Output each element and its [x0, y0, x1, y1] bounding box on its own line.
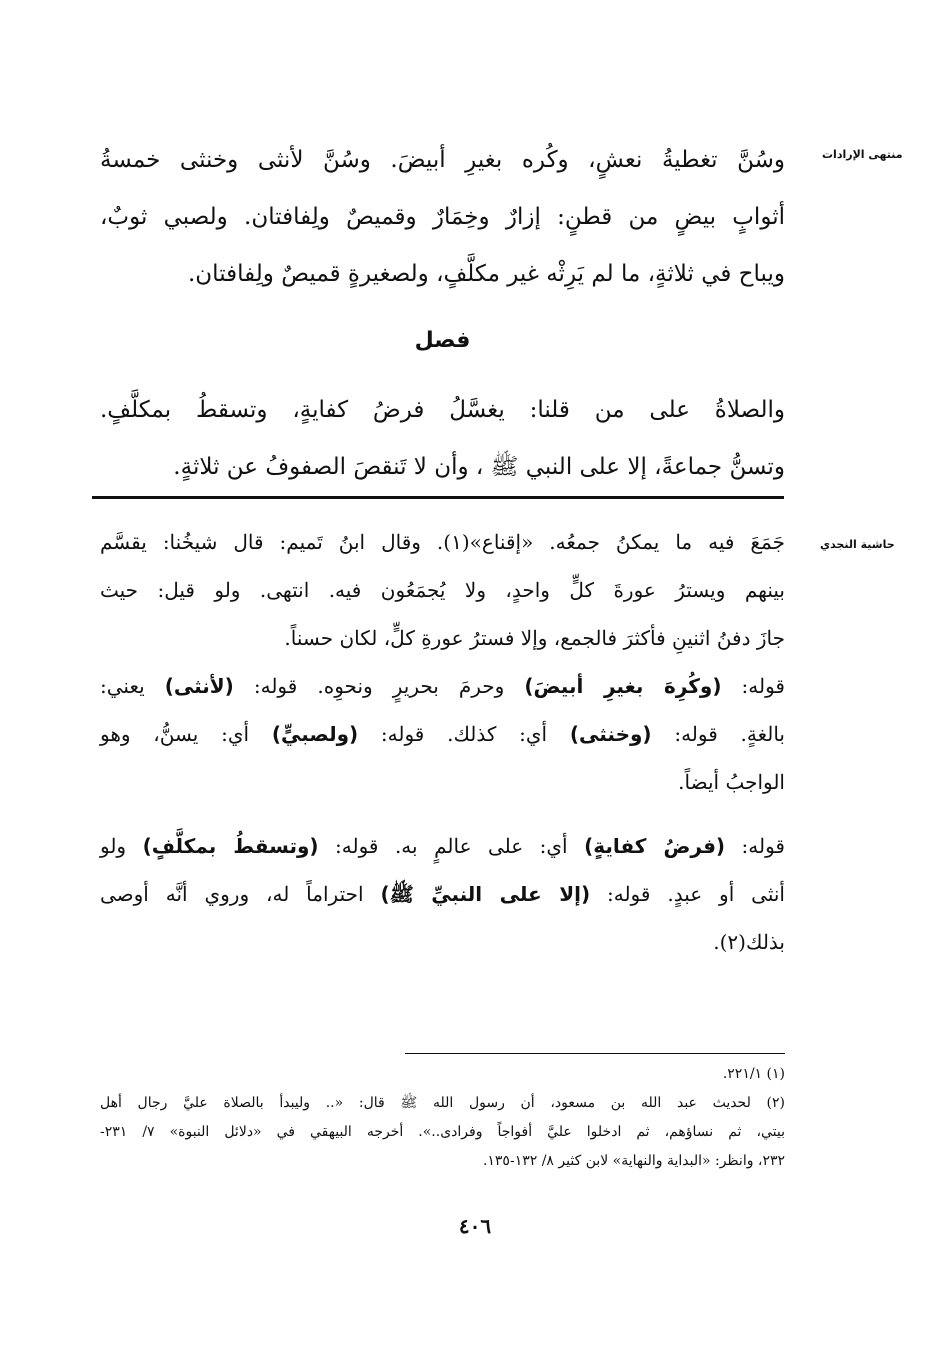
commentary-text: ولو — [100, 834, 143, 858]
commentary-text: أي: يسنُّ، وهو — [100, 722, 272, 746]
quoted-lemma: (فرضُ كفايةٍ) — [584, 834, 726, 858]
footnotes-block — [100, 1060, 785, 1176]
quoted-lemma: (وخنثى) — [569, 722, 652, 746]
footnote-line: (١) ٢٢١/١. — [722, 1066, 785, 1082]
section-text-line: والصلاةُ على من قلنا: يغسَّلُ فرضُ كفايةٍ، وتسقطُ بمكلَّفٍ. — [100, 397, 785, 423]
commentary-line: بينهم ويسترُ عورةَ كلٍّ واحدٍ، ولا يُجمَعُون فيه. انتهى. ولو قيل: حيث — [100, 578, 785, 602]
commentary-line: بذلك(٢). — [713, 930, 785, 954]
commentary-line — [100, 870, 785, 918]
main-text-line: وسُنَّ تغطيةُ نعشٍ، وكُره بغيرِ أبيضَ. وسُنَّ لأنثى وخنثى خمسةُ — [100, 147, 785, 173]
quoted-lemma: (وكُرِهَ بغيرِ أبيضَ) — [524, 674, 722, 698]
commentary-text: أي: كذلك. قوله: — [358, 722, 570, 746]
main-text-line: أثوابٍ بيضٍ من قطنٍ: إزارٌ وخِمَارٌ وقميصٌ ولِفافتان. ولصبي ثوبٌ، — [100, 204, 785, 230]
running-header-commentary: حاشية النجدي — [820, 538, 895, 551]
main-text-line: ويباح في ثلاثةٍ، ما لم يَرِثْه غير مكلَّفٍ، ولصغيرةٍ قميصٌ ولِفافتان. — [187, 261, 785, 287]
quoted-lemma: (إلا على النبيِّ ﷺ) — [380, 882, 591, 906]
commentary-text: يعني: — [100, 674, 165, 698]
commentary-line: جَمَعَ فيه ما يمكنُ جمعُه. «إقناع»(١). وقال ابنُ تَميم: قال شيخُنا: يقسَّم — [100, 530, 785, 554]
commentary-line — [100, 662, 785, 710]
section-heading: فصل — [414, 328, 471, 353]
footnote-line: بيتي، ثم نساؤهم، ثم ادخلوا عليَّ أفواجاً وفرادى..». أخرجه البيهقي في «دلائل النبوة» ٧/ ٢٣١- — [100, 1124, 785, 1140]
page-number: ٤٠٦ — [458, 1214, 492, 1238]
footnote-line: ٢٣٢، وانظر: «البداية والنهاية» لابن كثير ٨/ ١٣٢-١٣٥. — [482, 1153, 785, 1169]
commentary-line — [100, 822, 785, 870]
commentary-line: جازَ دفنُ اثنينِ فأكثرَ فالجمع، وإلا فسترُ عورةِ كلٍّ، لكان حسناً. — [284, 626, 785, 650]
commentary-text: وحرمَ بحريرٍ ونحوِه. قوله: — [233, 674, 525, 698]
commentary-block — [100, 518, 785, 966]
quoted-lemma: (لأنثى) — [164, 674, 234, 698]
commentary-text: قوله: — [721, 674, 785, 698]
commentary-text: أي: على عالمٍ به. قوله: — [318, 834, 585, 858]
running-header-main-text: منتهى الإرادات — [822, 148, 903, 161]
footnote-divider — [405, 1053, 785, 1054]
quoted-lemma: (ولصبيٍّ) — [271, 722, 359, 746]
commentary-text: أنثى أو عبدٍ. قوله: — [590, 882, 785, 906]
commentary-text: احتراماً له، وروي أنَّه أوصى — [100, 882, 381, 906]
main-text-block — [100, 132, 785, 303]
commentary-line — [100, 710, 785, 758]
section-text-block — [100, 382, 785, 496]
paragraph-gap — [100, 806, 785, 822]
footnote-line: (٢) لحديث عبد الله بن مسعود، أن رسول الله ﷺ قال: «.. وليبدأ بالصلاة عليَّ رجال أهل — [100, 1095, 785, 1111]
commentary-line: الواجبُ أيضاً. — [678, 770, 785, 794]
commentary-text: قوله: — [725, 834, 785, 858]
section-text-line: وتسنُّ جماعةً، إلا على النبي ﷺ ، وأن لا تَنقصَ الصفوفُ عن ثلاثةٍ. — [173, 454, 785, 480]
quoted-lemma: (وتسقطُ بمكلَّفٍ) — [142, 834, 319, 858]
main-text-divider — [92, 496, 784, 499]
commentary-text: بالغةٍ. قوله: — [651, 722, 786, 746]
